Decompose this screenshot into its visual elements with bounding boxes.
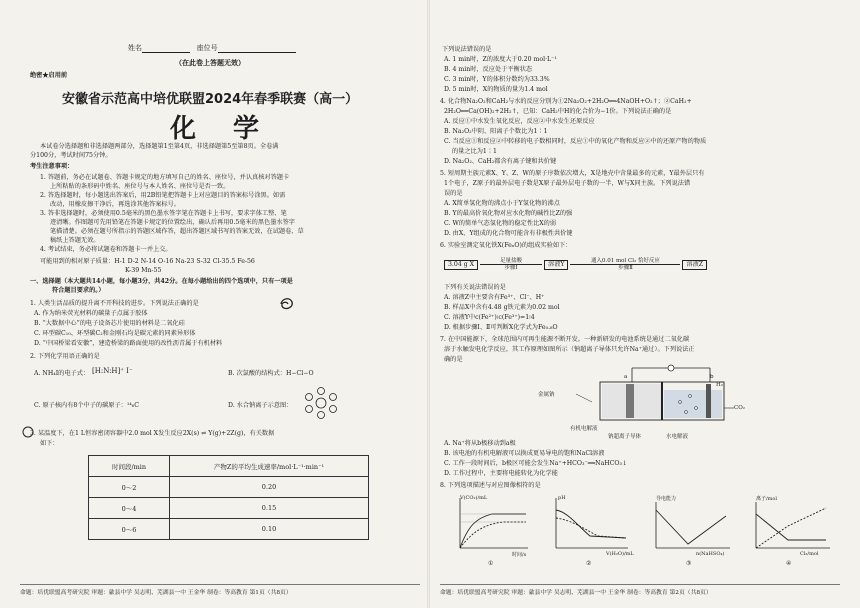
table-cell: 0～6 bbox=[89, 519, 170, 540]
q7-option: B. 该电池的有机电解液可以换成更易导电的饱和NaCl溶液 bbox=[444, 450, 605, 457]
graph-4 bbox=[748, 496, 832, 554]
q1-stem: 1. 人类生活品质的提升离不开科技的进步。下列说法正确的是 bbox=[30, 300, 199, 307]
q3-stem: 3. 某温度下，在1 L恒容密闭容器中2.0 mol X发生反应2X(s) ⇌ Y(g)+2Z(g)，有关数据 bbox=[30, 430, 275, 437]
q3-option: A. 1 min时，Z的浓度大于0.20 mol·L⁻¹ bbox=[444, 56, 557, 63]
table-cell: 0.10 bbox=[170, 519, 369, 540]
table-header: 产物Z的平均生成速率/mol·L⁻¹·min⁻¹ bbox=[170, 456, 369, 477]
atomic-masses: 可能用到的相对原子质量：H-1 D-2 N-14 O-16 Na-23 S-32 Cl-35.5 Fe-56 bbox=[40, 258, 255, 265]
q2-electron-formula: [H:N:H]⁺ I⁻ bbox=[92, 367, 133, 375]
label-organic-electrolyte: 有机电解液 bbox=[570, 426, 598, 432]
q4-stem-2: 2H₂O══Ca(OH)₂+2H₂↑，已知：CaH₂中H的化合价为−1价。下列说法正确的是 bbox=[444, 108, 672, 115]
q5-option: A. X简单氢化物的沸点小于Y氢化物的沸点 bbox=[444, 200, 560, 207]
name-seat-line bbox=[128, 44, 296, 53]
label-electrode-a: a bbox=[624, 374, 628, 380]
q3-intro: 下列说法错误的是 bbox=[442, 46, 492, 53]
q2-option-d: D. 水合钠离子示意图： bbox=[228, 402, 293, 409]
name-blank[interactable] bbox=[142, 44, 190, 53]
q5-stem-3: 误的是 bbox=[444, 190, 463, 197]
section1-heading-2: 符合题目要求的。） bbox=[52, 287, 105, 294]
q5-stem-2: 1个电子，Z原子的最外层电子数是X原子最外层电子数的一半，W与X同主族。下列说法错 bbox=[444, 180, 691, 187]
page-1-footer: 命题：培优联盟高考研究院 审题：歙县中学 吴志明、芜湖县一中 王金华 制卷：等高教育 第1页（共8页） bbox=[20, 584, 420, 596]
q4-option: 的量之比为1∶1 bbox=[452, 148, 497, 155]
flow-step1-label: 步骤Ⅰ bbox=[480, 264, 542, 271]
seat-blank[interactable] bbox=[218, 44, 296, 53]
flow-arrow-2 bbox=[570, 258, 680, 271]
q1-option: A. 作为纳米荧光材料的碳量子点属于胶体 bbox=[34, 310, 148, 317]
q6-option: C. 溶液Y中c(Fe²⁺)∶c(Fe³⁺)=1∶4 bbox=[444, 314, 535, 321]
label-water-electrolyte: 水电解液 bbox=[666, 434, 689, 440]
name-label: 姓名 bbox=[128, 44, 142, 52]
q4-stem: 4. 化合物Na₂O₂和CaH₂与水的反应分别为①2Na₂O₂+2H₂O══4NaOH+O₂↑；②CaH₂+ bbox=[440, 98, 692, 105]
intro-line-2: 分100分，考试时间75分钟。 bbox=[30, 152, 112, 159]
q7-option: C. 工作一段时间后，b极区可能会发生Na⁺+HCO₃⁻══NaHCO₃↓ bbox=[444, 460, 628, 467]
graph-4-ylabel: 离子/mol bbox=[756, 496, 778, 502]
seat-label: 座位号 bbox=[196, 44, 218, 52]
q6-stem: 6. 实验室测定氧化铁X(FeₓO)的组成实验如下： bbox=[440, 242, 572, 249]
q6-option: D. 根据步骤Ⅰ、Ⅱ可判断X化学式为Fe₀.₈O bbox=[444, 324, 558, 331]
graph-3-ylabel: 导电能力 bbox=[656, 496, 677, 502]
graph-1 bbox=[452, 496, 530, 554]
flow-mid-box: 溶液Y bbox=[544, 260, 568, 270]
graph-3-xlabel: n(NaHSO₄) bbox=[696, 551, 725, 557]
note-line: 迹清晰。作图题可先用铅笔在答题卡规定的位置绘出，确认后再用0.5毫米的黑色墨水签字 bbox=[50, 219, 295, 226]
circled-number-icon bbox=[22, 426, 34, 438]
table-cell: 0～2 bbox=[89, 477, 170, 498]
q8-stem: 8. 下列选项描述与对应图像相符的是 bbox=[440, 482, 541, 489]
q4-option: D. Na₂O₂、CaH₂都含有离子键和共价键 bbox=[444, 158, 557, 165]
flow-end-box: 溶液Z bbox=[682, 260, 707, 270]
q3-option: B. 4 min时，反应处于平衡状态 bbox=[444, 66, 533, 73]
q2-option-c: C. 原子核内有8个中子的碳原子：¹⁴₆C bbox=[34, 402, 139, 409]
label-metal-na: 金属钠 bbox=[538, 392, 555, 398]
flow-arrow-1 bbox=[480, 258, 542, 271]
note-line: 1. 答题前，务必在试题卷、答题卡规定的地方填写自己的姓名、座位号，并认真核对答题卡 bbox=[40, 174, 290, 181]
graph-2 bbox=[548, 496, 630, 554]
flow-step1-reagent: 足量盐酸 bbox=[500, 258, 523, 264]
hydrated-sodium-ion-diagram bbox=[303, 386, 339, 420]
note-line: 2. 答选择题时，每小题选出答案后，用2B铅笔把答题卡上对应题目的答案标号涂黑。如需 bbox=[40, 192, 286, 199]
note-line: 4. 考试结束，务必将试题卷和答题卡一并上交。 bbox=[40, 246, 172, 253]
q5-stem: 5. 短周期主族元素X、Y、Z、W的原子序数依次增大，X是地壳中含量最多的元素，Y最外层只有 bbox=[440, 170, 705, 177]
exam-title: 安徽省示范高中培优联盟2024年春季联赛（高一） bbox=[62, 92, 359, 107]
q3-data-table bbox=[88, 455, 369, 540]
notes-heading: 考生注意事项： bbox=[30, 163, 74, 170]
page-1 bbox=[0, 0, 428, 608]
q6-flow bbox=[444, 258, 707, 271]
q1-option: D. “中国桥梁看安徽”，建造桥梁的路面使用的改性沥青属于有机材料 bbox=[34, 340, 223, 347]
table-row bbox=[89, 498, 369, 519]
label-co2: CO₂ bbox=[734, 405, 745, 411]
q3-option: D. 5 min时，X的物质的量为1.4 mol bbox=[444, 86, 548, 93]
page-2 bbox=[430, 0, 860, 608]
graph-2-ylabel: pH bbox=[558, 495, 566, 501]
label-electrode-b: b bbox=[710, 374, 714, 380]
q4-option: A. 反应①中水发生氧化反应，反应②中水发生还原反应 bbox=[444, 118, 595, 125]
q2-option-a: A. NH₄I的电子式： bbox=[34, 370, 90, 377]
table-header: 时间段/min bbox=[89, 456, 170, 477]
q6-option: B. 样品X中含有4.48 g铁元素为0.02 mol bbox=[444, 304, 560, 311]
table-cell: 0～4 bbox=[89, 498, 170, 519]
q6-intro: 下列有关说法错误的是 bbox=[444, 284, 506, 291]
flow-start-box: 3.04 g X bbox=[444, 260, 478, 270]
graph-1-number: ① bbox=[488, 560, 494, 567]
note-line: 笔描清楚。必须在题号所指示的答题区域作答，超出答题区域书写的答案无效，在试题卷、草 bbox=[50, 228, 304, 235]
graph-3 bbox=[648, 496, 732, 554]
q1-option: B. “大数据中心”的电子设备芯片使用的材料是二氧化硅 bbox=[34, 320, 185, 327]
graph-4-number: ④ bbox=[786, 560, 792, 567]
graph-1-ylabel: V(CO₂)/mL bbox=[460, 495, 488, 501]
q4-option: B. Na₂O₂中阴、阳离子个数比为1∶1 bbox=[444, 128, 548, 135]
note-line: 3. 答非选择题时，必须使用0.5毫米的黑色墨水签字笔在答题卡上书写，要求字体工整、笔 bbox=[40, 210, 287, 217]
confidential-mark: 绝密★启用前 bbox=[30, 72, 68, 79]
graph-2-xlabel: V(H₂O)/mL bbox=[606, 551, 634, 557]
q2-option-b: B. 次氯酸的结构式：H−Cl−O bbox=[228, 370, 314, 377]
flow-step2-label: 步骤Ⅱ bbox=[570, 264, 680, 271]
graph-4-xlabel: Cl₂/mol bbox=[800, 551, 819, 557]
q5-option: B. Y的最高价氧化物对应水化物的碱性比Z的强 bbox=[444, 210, 573, 217]
q5-option: C. W的简单气态氢化物的稳定性比X的弱 bbox=[444, 220, 557, 227]
invalid-note: （在此卷上答题无效） bbox=[175, 58, 245, 67]
note-line: 上所粘贴的条形码中姓名、座位号与本人姓名、座位号是否一致。 bbox=[50, 183, 230, 190]
note-line: 稿纸上答题无效。 bbox=[50, 237, 100, 244]
q3-option: C. 3 min时，Y的体积分数约为33.3% bbox=[444, 76, 550, 83]
graph-3-number: ③ bbox=[686, 560, 692, 567]
q2-stem: 2. 下列化学用语正确的是 bbox=[30, 353, 100, 360]
intro-line-1: 本试卷分选择题和非选择题两部分，选择题第1至第4页，非选择题第5至第8页。全卷满 bbox=[40, 143, 279, 150]
table-cell: 0.15 bbox=[170, 498, 369, 519]
q7-option: A. Na⁺将从b极移动到a极 bbox=[444, 440, 516, 447]
flow-step2-reagent: 通入0.01 mol Cl₂ 恰好反应 bbox=[590, 258, 660, 264]
q1-option: C. 环型碳C₁₀、环型碳C₂和金刚石均是碳元素的同素异形体 bbox=[34, 330, 196, 337]
q7-stem-3: 确的是 bbox=[444, 356, 463, 363]
table-row bbox=[89, 477, 369, 498]
note-line: 改动，用橡皮擦干净后，再选涂其他答案标号。 bbox=[50, 201, 180, 208]
q7-stem: 7. 在中国能源下，全球范围内可再生能源不断开发。一种新研发的电池系统是通过二氧化碳 bbox=[440, 336, 690, 343]
q3-stem-2: 如下： bbox=[40, 440, 59, 447]
table-cell: 0.20 bbox=[170, 477, 369, 498]
table-header-row bbox=[89, 456, 369, 477]
q7-stem-2: 溶于水触发电化学反应，其工作原理如图所示（钠超离子导体只允许Na⁺通过）。下列说法正 bbox=[444, 346, 695, 353]
q7-option: D. 工作过程中，主要将电能转化为化学能 bbox=[444, 470, 558, 477]
subject-title: 化 学 bbox=[170, 114, 274, 144]
q5-option: D. 由X、Y组成的化合物可能含有非极性共价键 bbox=[444, 230, 573, 237]
handwritten-mark-icon bbox=[278, 296, 296, 312]
label-na-conductor: 钠超离子导体 bbox=[608, 434, 642, 440]
q6-option: A. 溶液Z中主要含有Fe³⁺、Cl⁻、H⁺ bbox=[444, 294, 545, 301]
q4-option: C. 当反应①和反应②中转移的电子数相同时，反应①中的氧化产物和反应②中的还原产物的物质 bbox=[444, 138, 707, 145]
page-2-footer: 命题：培优联盟高考研究院 审题：歙县中学 吴志明、芜湖县一中 王金华 制卷：等高教育 第2页（共8页） bbox=[440, 584, 840, 596]
table-row bbox=[89, 519, 369, 540]
section1-heading: 一、选择题（本大题共14小题，每小题3分，共42分。在每小题给出的四个选项中，只有一项是 bbox=[30, 278, 293, 285]
graph-2-number: ② bbox=[586, 560, 592, 567]
graph-1-xlabel: 时间/s bbox=[512, 552, 527, 558]
label-h2: H₂ bbox=[716, 382, 724, 388]
atomic-masses-2: K-39 Mn-55 bbox=[125, 267, 162, 274]
